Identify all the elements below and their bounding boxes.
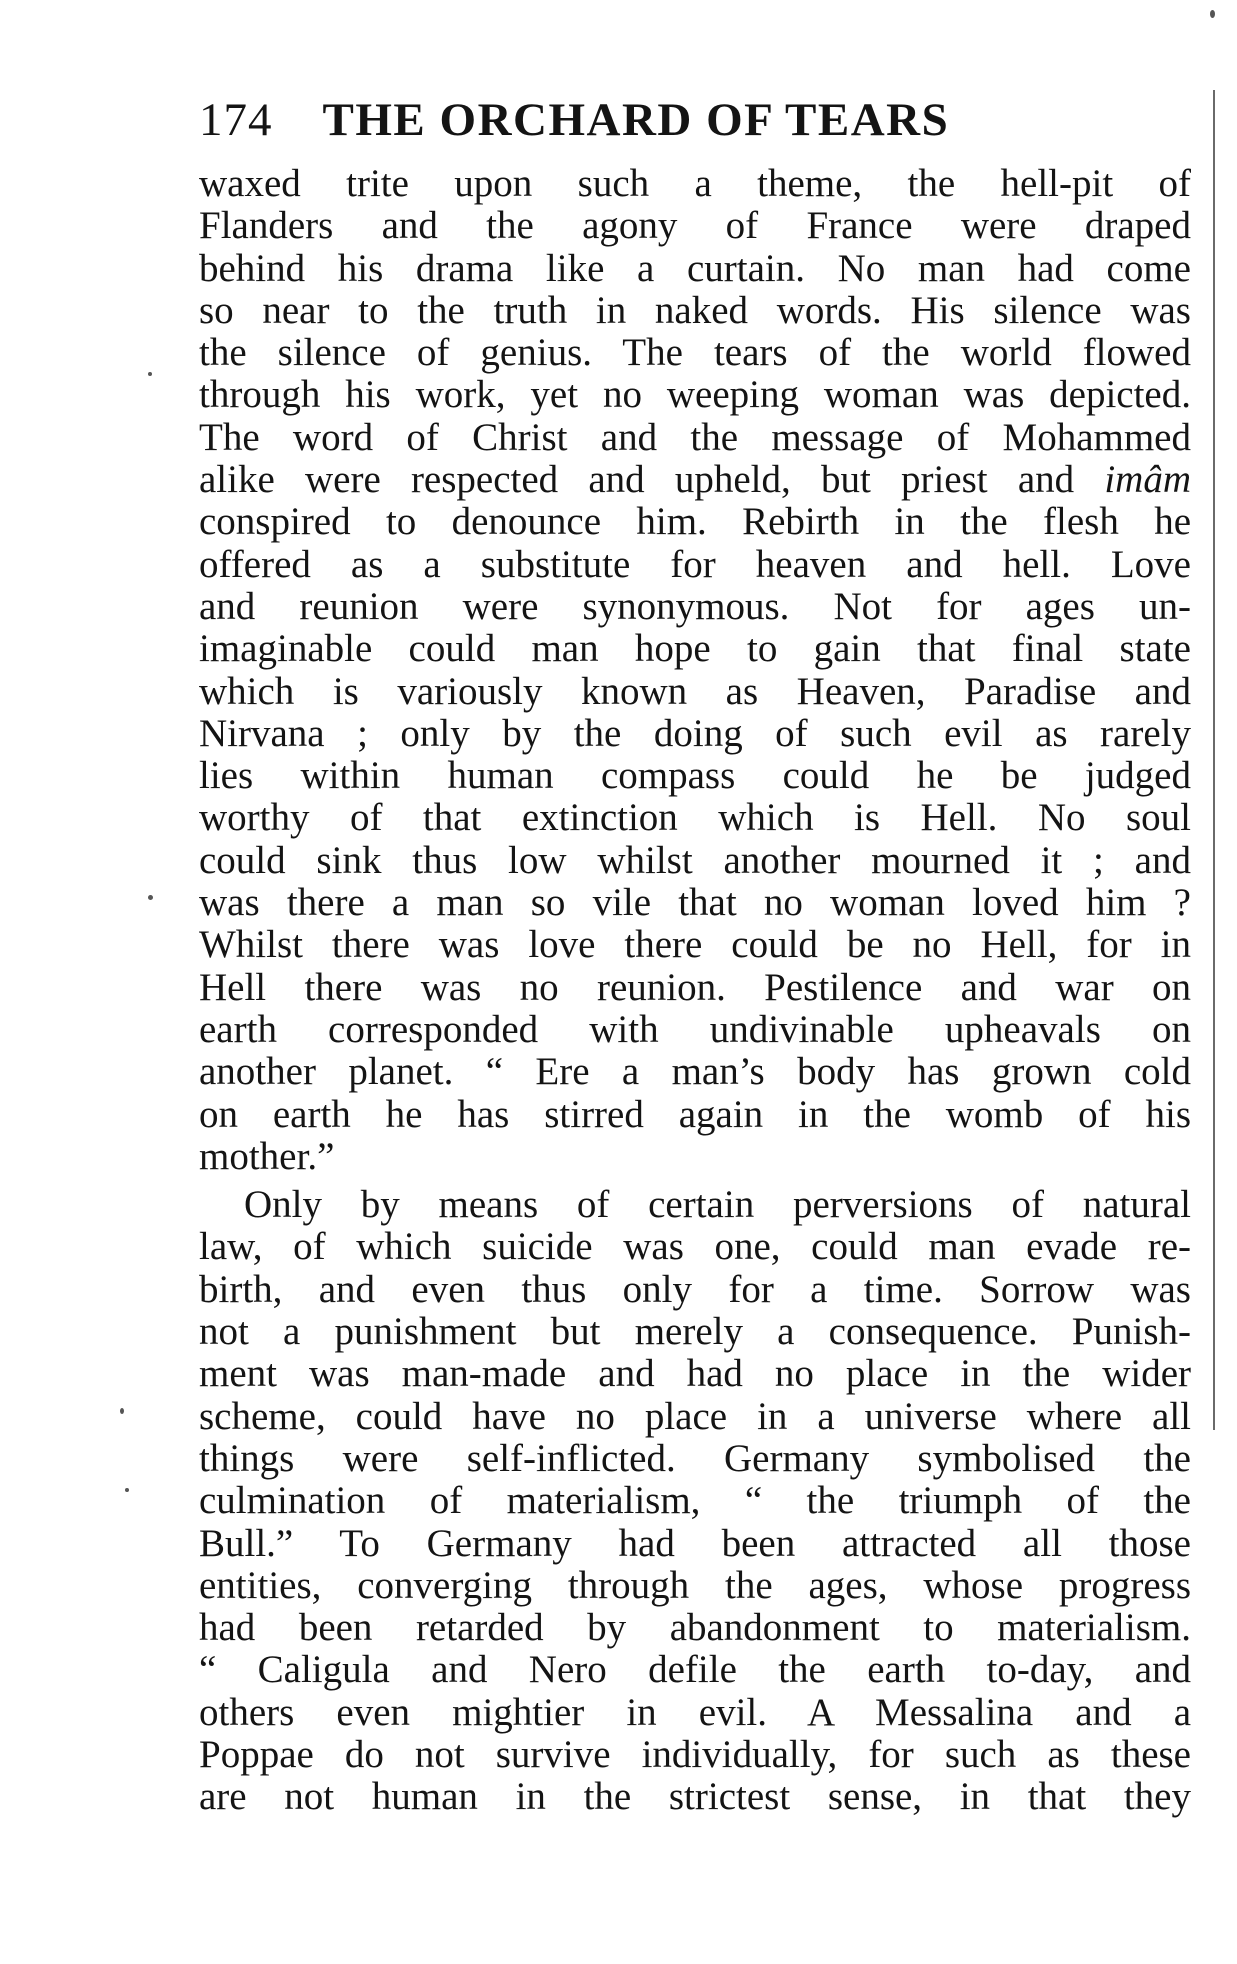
text-line: and reunion were synonymous. Not for ages un-: [199, 584, 1191, 628]
text-line: “ Caligula and Nero defile the earth to-day, and: [199, 1648, 1191, 1692]
italic-word: imâm: [1104, 458, 1191, 502]
paragraph-2: [199, 1184, 1191, 1818]
text-line: the silence of genius. The tears of the world flowed: [199, 331, 1191, 375]
text-line: not a punishment but merely a consequence. Punish-: [199, 1310, 1191, 1354]
text-line: on earth he has stirred again in the womb of his: [199, 1092, 1191, 1136]
text-line: lies within human compass could he be judged: [199, 754, 1191, 798]
text-line: Only by means of certain perversions of natural: [244, 1183, 1191, 1227]
text-line: others even mightier in evil. A Messalina and a: [199, 1690, 1191, 1734]
text-line: waxed trite upon such a theme, the hell-pit of: [199, 162, 1191, 205]
running-title: THE ORCHARD OF TEARS: [322, 94, 950, 146]
text-line: ment was man-made and had no place in the wider: [199, 1352, 1191, 1396]
speck: [148, 895, 153, 900]
text-line: entities, converging through the ages, whose progress: [199, 1563, 1191, 1607]
text-line: another planet. “ Ere a man’s body has grown cold: [199, 1050, 1191, 1094]
text-line: Flanders and the agony of France were draped: [199, 204, 1191, 248]
text-line: things were self-inflicted. Germany symbolised the: [199, 1436, 1191, 1480]
page-edge-rule: [1213, 90, 1215, 1430]
text-line: had been retarded by abandonment to materialism.: [199, 1606, 1191, 1650]
speck: [148, 372, 152, 376]
text-line: culmination of materialism, “ the triumph of the: [199, 1479, 1191, 1523]
text-line: could sink thus low whilst another mourned it ; and: [199, 838, 1191, 882]
text-line: behind his drama like a curtain. No man had come: [199, 246, 1191, 290]
running-header: [199, 92, 1075, 148]
text-line: Whilst there was love there could be no Hell, for in: [199, 923, 1191, 967]
text-line: law, of which suicide was one, could man evade re-: [199, 1225, 1191, 1269]
text-line: scheme, could have no place in a universe where all: [199, 1394, 1191, 1438]
text-line: Bull.” To Germany had been attracted all those: [199, 1521, 1191, 1565]
text-line: through his work, yet no weeping woman was depicted.: [199, 373, 1191, 417]
speck: [120, 1408, 124, 1414]
speck: [1210, 10, 1215, 18]
text-line: worthy of that extinction which is Hell. No soul: [199, 796, 1191, 840]
text-line: mother.”: [199, 1134, 335, 1178]
text-line: are not human in the strictest sense, in that they: [199, 1775, 1191, 1819]
text-line: alike were respected and upheld, but priest and imâm: [199, 458, 1191, 502]
body-text: [199, 163, 1191, 1819]
text-line: was there a man so vile that no woman loved him ?: [199, 881, 1191, 925]
text-line: The word of Christ and the message of Mohammed: [199, 415, 1191, 459]
text-line: birth, and even thus only for a time. Sorrow was: [199, 1267, 1191, 1311]
text-line: so near to the truth in naked words. His silence was: [199, 288, 1191, 332]
text-line: conspired to denounce him. Rebirth in the flesh he: [199, 500, 1191, 544]
text-line: Nirvana ; only by the doing of such evil as rarely: [199, 711, 1191, 755]
page-number: 174: [199, 94, 273, 146]
text-line: imaginable could man hope to gain that final state: [199, 627, 1191, 671]
text-line: Poppae do not survive individually, for such as these: [199, 1732, 1191, 1776]
paragraph-1: [199, 163, 1191, 1178]
text-line: Hell there was no reunion. Pestilence and war on: [199, 965, 1191, 1009]
text-line: earth corresponded with undivinable upheavals on: [199, 1007, 1191, 1051]
text-line: which is variously known as Heaven, Paradise and: [199, 669, 1191, 713]
speck: [125, 1488, 129, 1492]
text-line: offered as a substitute for heaven and hell. Love: [199, 542, 1191, 586]
